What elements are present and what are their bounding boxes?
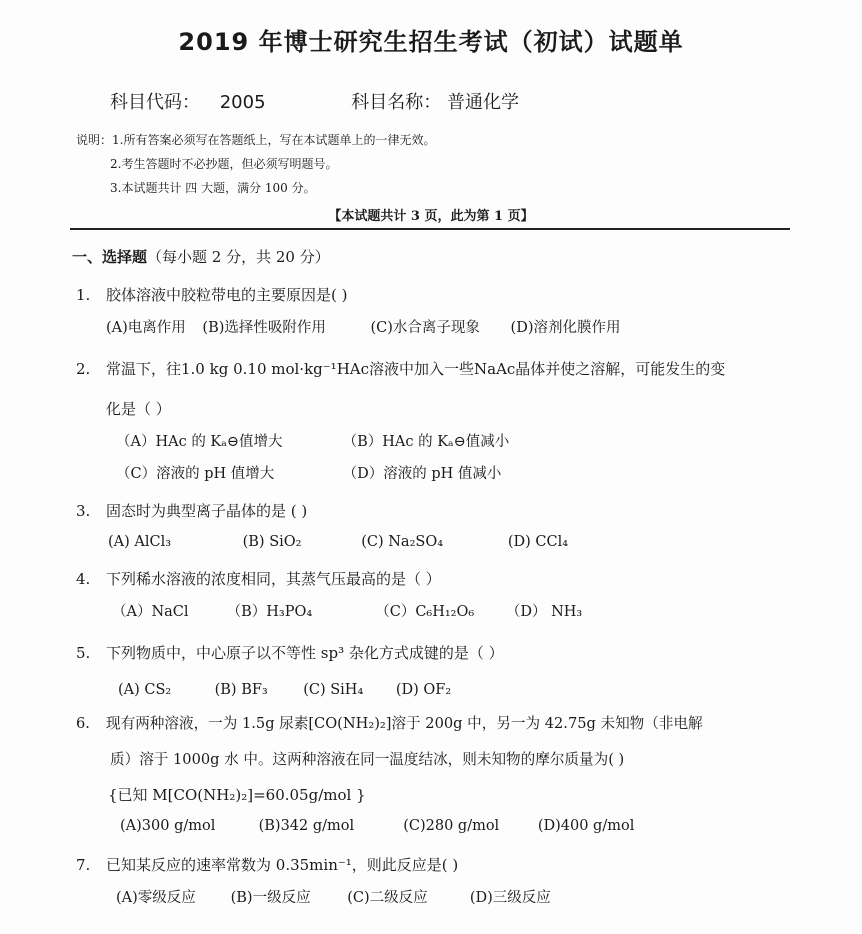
option: (C) SiH₄ <box>303 682 364 698</box>
question-number: 2. <box>76 360 91 378</box>
option: (B)一级反应 <box>230 890 311 906</box>
option: (A) CS₂ <box>118 682 172 698</box>
option: (D) CCl₄ <box>507 534 569 550</box>
question-2-continued: 化是（ ） <box>106 400 171 418</box>
question-text: 胶体溶液中胶粒带电的主要原因是( ) <box>106 286 348 304</box>
subject-name: 普通化学 <box>447 92 520 113</box>
subject-code: 2005 <box>219 92 266 113</box>
question-2-options-row-2 <box>116 462 501 483</box>
option: (C)二级反应 <box>347 890 428 906</box>
question-4 <box>76 568 441 589</box>
option: (C) Na₂SO₄ <box>361 534 444 550</box>
question-text: 常温下，往1.0 kg 0.10 mol·kg⁻¹HAc溶液中加入一些NaAc晶体并使之溶解，可能发生的变 <box>106 360 726 378</box>
question-6-continued: 质）溶于 1000g 水 中。这两种溶液在同一温度结冰，则未知物的摩尔质量为( ) <box>110 751 625 768</box>
option: （A）NaCl <box>112 604 189 620</box>
subject-name-label: 科目名称： <box>351 92 442 113</box>
option: （A）HAc 的 Kₐ⊖值增大 <box>116 434 283 450</box>
option: (D)三级反应 <box>469 890 551 906</box>
option: (A)电离作用 <box>106 320 186 336</box>
subject-code-label: 科目代码： <box>110 92 200 113</box>
question-number: 4. <box>76 570 91 588</box>
option: (C)水合离子现象 <box>370 320 480 336</box>
question-2 <box>76 358 725 379</box>
question-1 <box>76 284 347 305</box>
option: (B) BF₃ <box>214 682 268 698</box>
question-7-options <box>116 886 551 907</box>
question-number: 3. <box>76 502 91 520</box>
question-2-options-row-1 <box>116 430 509 451</box>
instructions-prefix: 说明： <box>76 133 113 147</box>
option: （C）溶液的 pH 值增大 <box>116 466 275 482</box>
option: (A)零级反应 <box>116 890 196 906</box>
question-1-options <box>106 316 620 337</box>
page-title: 2019 年博士研究生招生考试（初试）试题单 <box>178 28 684 56</box>
question-6 <box>76 712 703 733</box>
instructions <box>76 128 435 200</box>
page-info: 【本试题共计 3 页，此为第 1 页】 <box>328 209 534 224</box>
section-note: （每小题 2 分，共 20 分） <box>147 248 330 266</box>
question-number: 7. <box>76 856 91 874</box>
question-5-options <box>118 682 451 698</box>
option: (B)选择性吸附作用 <box>202 320 326 336</box>
question-4-options <box>112 600 582 621</box>
section-heading <box>72 246 330 267</box>
instruction-item: 2.考生答题时不必抄题，但必须写明题号。 <box>110 157 338 171</box>
option: （D） NH₃ <box>505 604 583 620</box>
option: (A) AlCl₃ <box>108 534 172 550</box>
instruction-item: 1.所有答案必须写在答题纸上，写在本试题单上的一律无效。 <box>112 133 436 147</box>
instruction-item: 3.本试题共计 四 大题，满分 100 分。 <box>110 181 316 195</box>
divider <box>70 228 790 230</box>
question-6-options <box>120 818 634 834</box>
question-text: 下列稀水溶液的浓度相同，其蒸气压最高的是（ ） <box>106 570 441 588</box>
option: (B)342 g/mol <box>258 818 355 834</box>
question-text: 现有两种溶液，一为 1.5g 尿素[CO(NH₂)₂]溶于 200g 中，另一为 42.75g 未知物（非电解 <box>106 715 703 732</box>
question-text: 已知某反应的速率常数为 0.35min⁻¹，则此反应是( ) <box>106 856 459 874</box>
question-3-options <box>108 534 568 550</box>
option: （B）HAc 的 Kₐ⊖值减小 <box>342 434 510 450</box>
option: （C）C₆H₁₂O₆ <box>375 604 475 620</box>
option: (A)300 g/mol <box>120 818 216 834</box>
subject-line <box>110 88 519 114</box>
question-5 <box>76 642 504 663</box>
option: （D）溶液的 pH 值减小 <box>342 466 502 482</box>
option: (D) OF₂ <box>395 682 452 698</box>
section-title: 一、选择题 <box>72 248 148 266</box>
question-number: 1. <box>76 286 91 304</box>
option: (D)400 g/mol <box>537 818 635 834</box>
question-text: 下列物质中，中心原子以不等性 sp³ 杂化方式成键的是（ ） <box>106 644 504 662</box>
question-3 <box>76 500 307 521</box>
question-number: 5. <box>76 644 91 662</box>
option: （B）H₃PO₄ <box>226 604 313 620</box>
question-6-given: {已知 M[CO(NH₂)₂]=60.05g/mol } <box>108 786 366 804</box>
option: (B) SiO₂ <box>242 534 302 550</box>
question-text: 固态时为典型离子晶体的是 ( ) <box>106 502 308 520</box>
option: (C)280 g/mol <box>403 818 500 834</box>
option: (D)溶剂化膜作用 <box>510 320 621 336</box>
question-7 <box>76 854 458 875</box>
question-number: 6. <box>76 715 90 732</box>
